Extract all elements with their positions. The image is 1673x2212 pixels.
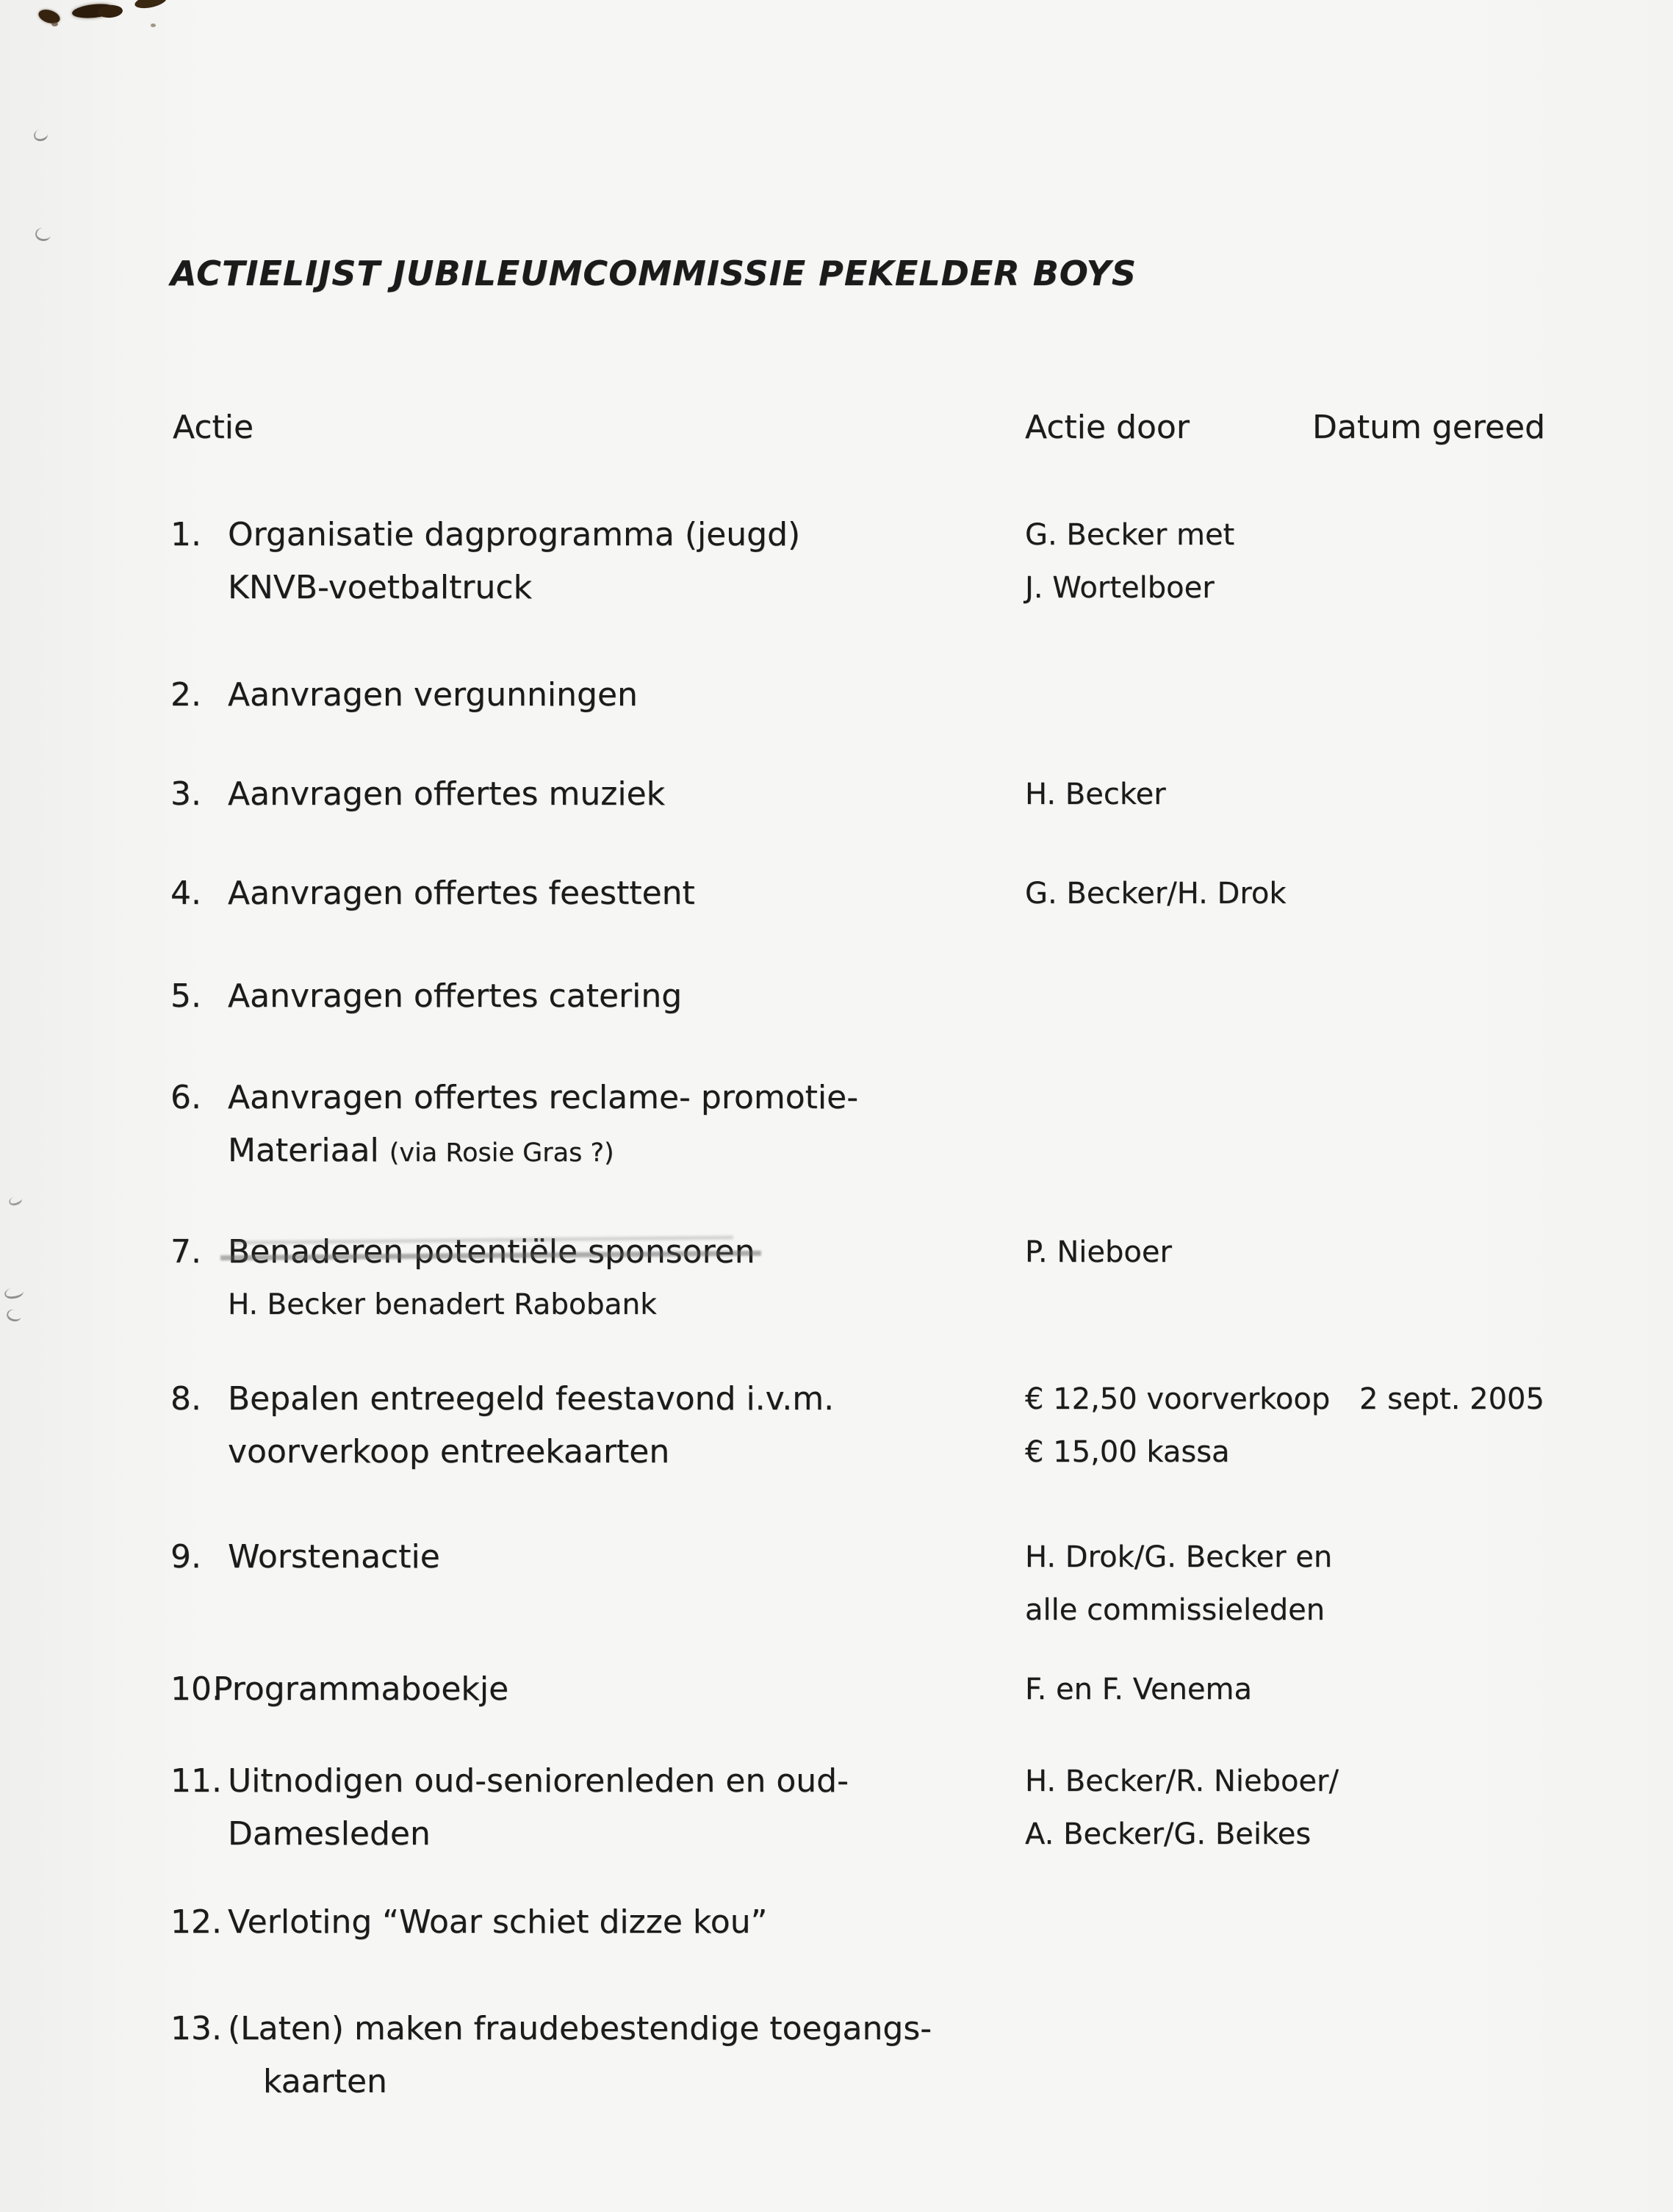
- item-text: KNVB-voetbaltruck: [228, 569, 533, 606]
- item-assignee: H. Drok/G. Becker en: [1025, 1540, 1333, 1574]
- item-assignee: H. Becker/R. Nieboer/: [1025, 1764, 1339, 1798]
- item-text: Uitnodigen oud-seniorenleden en oud-: [228, 1762, 849, 1800]
- item-text: Aanvragen vergunningen: [228, 676, 638, 714]
- ink-fleck: [51, 22, 58, 26]
- item-assignee: J. Wortelboer: [1025, 571, 1215, 605]
- item-assignee: P. Nieboer: [1025, 1235, 1172, 1269]
- item-text: [228, 1124, 1021, 1179]
- item-text: Organisatie dagprogramma (jeugd): [228, 516, 801, 553]
- item-note: H. Becker benadert Rabobank: [228, 1288, 657, 1321]
- item-text: Bepalen entreegeld feestavond i.v.m.: [228, 1380, 835, 1418]
- item-assignee: H. Becker: [1025, 778, 1166, 811]
- item-price-presale: € 12,50 voorverkoop: [1025, 1382, 1331, 1416]
- item-text: kaarten: [263, 2063, 387, 2100]
- item-text: voorverkoop entreekaarten: [228, 1433, 670, 1471]
- item-assignee: G. Becker met: [1025, 518, 1235, 552]
- item-text: Damesleden: [228, 1815, 431, 1853]
- scan-mark: [4, 1286, 24, 1300]
- column-header-datum-gereed: Datum gereed: [1312, 409, 1546, 446]
- item-text-main: Materiaal: [228, 1132, 379, 1169]
- item-number: 13.: [170, 2010, 222, 2047]
- item-number: 1.: [170, 516, 201, 553]
- item-date-ready: 2 sept. 2005: [1359, 1382, 1544, 1416]
- scan-mark: [35, 227, 51, 243]
- item-number: 11.: [170, 1762, 222, 1800]
- item-text: Aanvragen offertes feesttent: [228, 875, 695, 912]
- item-number: 12.: [170, 1903, 222, 1941]
- scan-mark: [33, 128, 49, 143]
- ink-fleck: [151, 24, 156, 27]
- item-number: 7.: [170, 1233, 201, 1271]
- item-text: Aanvragen offertes muziek: [228, 775, 666, 813]
- item-price-door: € 15,00 kassa: [1025, 1435, 1230, 1469]
- item-assignee: alle commissieleden: [1025, 1593, 1325, 1627]
- item-text-struck: Benaderen potentiële sponsoren: [228, 1226, 755, 1279]
- item-number: 4.: [170, 875, 201, 912]
- ink-stain: [134, 0, 168, 10]
- item-number: 3.: [170, 775, 201, 813]
- item-number: 6.: [170, 1079, 201, 1116]
- item-assignee: F. en F. Venema: [1025, 1673, 1253, 1706]
- ink-stain: [97, 4, 123, 18]
- item-text: Programmaboekje: [213, 1670, 509, 1708]
- scan-mark: [8, 1195, 24, 1207]
- item-text-small: (via Rosie Gras ?): [389, 1138, 614, 1168]
- page-title: ACTIELIJST JUBILEUMCOMMISSIE PEKELDER BOYS: [170, 254, 1137, 293]
- scan-mark: [5, 1308, 22, 1323]
- item-text: (Laten) maken fraudebestendige toegangs-: [228, 2010, 932, 2047]
- item-number: 10.: [170, 1670, 222, 1708]
- item-number: 9.: [170, 1538, 201, 1576]
- item-assignee: G. Becker/H. Drok: [1025, 877, 1287, 911]
- column-header-actie-door: Actie door: [1025, 409, 1190, 446]
- item-number: 8.: [170, 1380, 201, 1418]
- item-text: Aanvragen offertes reclame- promotie-: [228, 1079, 859, 1116]
- item-assignee: A. Becker/G. Beikes: [1025, 1817, 1312, 1851]
- item-number: 2.: [170, 676, 201, 714]
- item-text: Verloting “Woar schiet dizze kou”: [228, 1903, 768, 1941]
- item-text: Worstenactie: [228, 1538, 440, 1576]
- item-number: 5.: [170, 977, 201, 1015]
- item-text: Aanvragen offertes catering: [228, 977, 683, 1015]
- column-header-actie: Actie: [173, 409, 254, 446]
